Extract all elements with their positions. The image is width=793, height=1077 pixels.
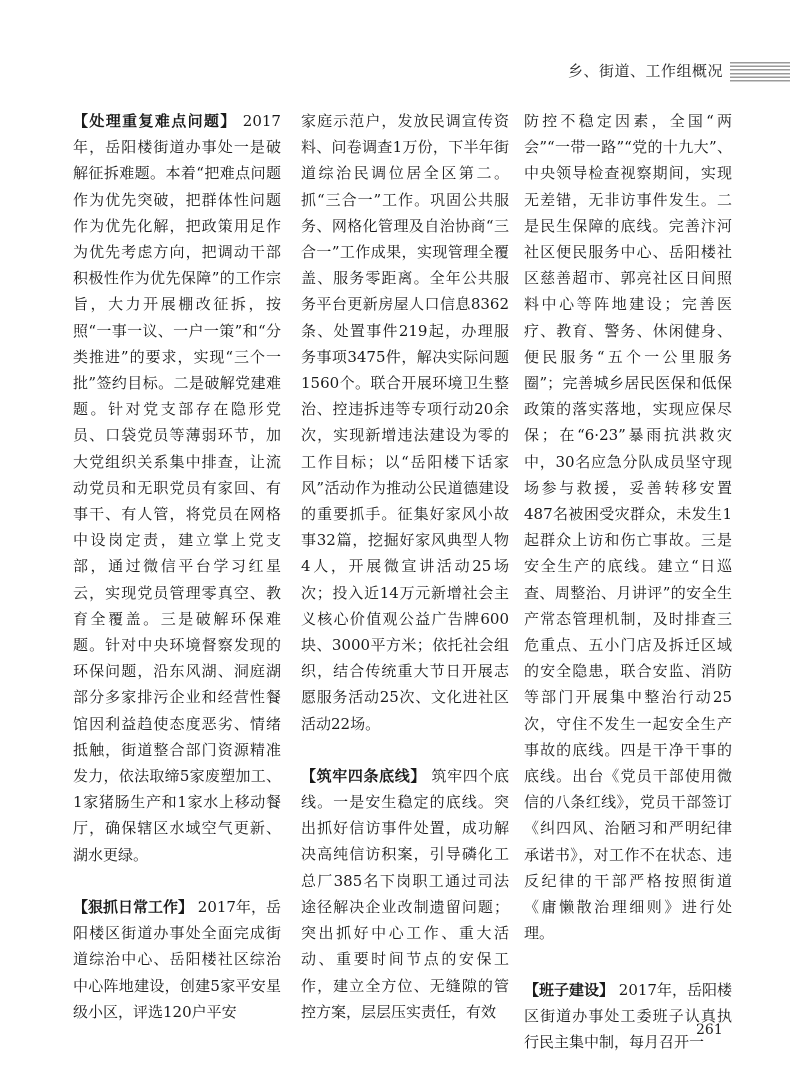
paragraph-text: 2017年，岳阳楼区街道办事处全面完成街道综治中心、岳阳楼社区综治中心阵地建设，创建5家平安星级小区，评选120户平安: [73, 897, 281, 1021]
text-column-2: [301, 108, 509, 1025]
paragraph-heading: 【班子建设】: [524, 980, 615, 999]
text-column-3: [524, 108, 732, 1055]
paragraph: [524, 977, 732, 1056]
paragraph-text: 防控不稳定因素，全国“两会”“一带一路”“党的十九大”、中央领导检查视察期间，实现无差错，无非访事件发生。二是民生保障的底线。完善汴河社区便民服务中心、岳阳楼社区慈善超市、郭亮社区日间照料中心等阵地建设；完善医疗、教育、警务、休闲健身、便民服务“五个一公里服务圈”；完善城乡居民医保和低保政策的落实落地，实现应保尽保；在“6·23”暴雨抗洪救灾中，30名应急分队成员坚守现场参与救援，妥善转移安置487名被困受灾群众，未发生1起群众上访和伤亡事故。三是安全生产的底线。建立“日巡查、周整治、月讲评”的安全生产常态管理机制，及时排查三危重点、五小门店及拆迁区域的安全隐患，联合安监、消防等部门开展集中整治行动25次，守住不发生一起安全生产事故的底线。四是干净干事的底线。出台《党员干部使用微信的八条红线》，党员干部签订《纠四风、治陋习和严明纪律承诺书》，对工作不在状态、违反纪律的干部严格按照街道《庸懒散治理细则》进行处理。: [524, 112, 732, 943]
paragraph-text: 家庭示范户，发放民调宣传资料、问卷调查1万份，下半年街道综治民调位居全区第二。抓“三合一”工作。巩固公共服务、网格化管理及自治协商“三合一”工作成果，实现管理全覆盖、服务零距离。全年公共服务平台更新房屋人口信息8362条、处置事件219起，办理服务事项3475件，解决实际问题1560个。联合开展环境卫生整治、控违拆违等专项行动20余次，实现新增违法建设为零的工作目标；以“岳阳楼下话家风”活动作为推动公民道德建设的重要抓手。征集好家风小故事32篇，挖掘好家风典型人物4人，开展微宣讲活动25场次；投入近14万元新增社会主义核心价值观公益广告牌600块、3000平方米；依托社会组织，结合传统重大节日开展志愿服务活动25次、文化进社区活动22场。: [301, 112, 509, 733]
text-column-1: [73, 108, 281, 1025]
paragraph-heading: 【处理重复难点问题】: [73, 112, 237, 130]
paragraph-text: 2017年，岳阳楼区街道办事处工委班子认真执行民主集中制，每月召开一: [524, 980, 732, 1051]
paragraph-text: 筑牢四个底线。一是安生稳定的底线。突出抓好信访事件处置，成功解决高纯信访积案，引导磷化工总厂385名下岗职工通过司法途径解决企业改制遗留问题；突出抓好中心工作、重大活动、重要时间节点的安保工作，建立全方位、无缝隙的管控方案，层层压实责任，有效: [301, 766, 509, 1021]
paragraph-heading: 【筑牢四条底线】: [301, 766, 427, 785]
header-decoration-bars: [730, 62, 790, 82]
paragraph: [524, 108, 732, 947]
paragraph-text: 2017年，岳阳楼街道办事处一是破解征拆难题。本着“把难点问题作为优先突破，把群体性问题作为优先化解，把政策用足作为优先考虑方向，把调动干部积极性作为优先保障”的工作宗旨，大力开展棚改征拆，按照“一事一议、一户一策”和“分类推进”的要求，实现“三个一批”签约目标。二是破解党建难题。针对党支部存在隐形党员、口袋党员等薄弱环节，加大党组织关系集中排查，让流动党员和无职党员有家回、有事干、有人管，将党员在网格中设岗定责，建立掌上党支部，通过微信平台学习红星云，实现党员管理零真空、教育全覆盖。三是破解环保难题。针对中央环境督察发现的环保问题，沿东风湖、洞庭湖部分多家排污企业和经营性餐馆因利益趋使态度恶劣、情绪抵触，街道整合部门资源精准发力，依法取缔5家废塑加工、1家猪肠生产和1家水上移动餐厅，确保辖区水域空气更新、湖水更绿。: [73, 112, 281, 864]
paragraph: [301, 108, 509, 737]
paragraph: [73, 108, 281, 868]
page-number: 261: [696, 1022, 723, 1038]
running-header: [520, 50, 793, 88]
section-title: 乡、街道、工作组概况: [567, 62, 723, 80]
paragraph-heading: 【狠抓日常工作】: [73, 897, 194, 916]
paragraph: [73, 894, 281, 1025]
paragraph: [301, 763, 509, 1025]
